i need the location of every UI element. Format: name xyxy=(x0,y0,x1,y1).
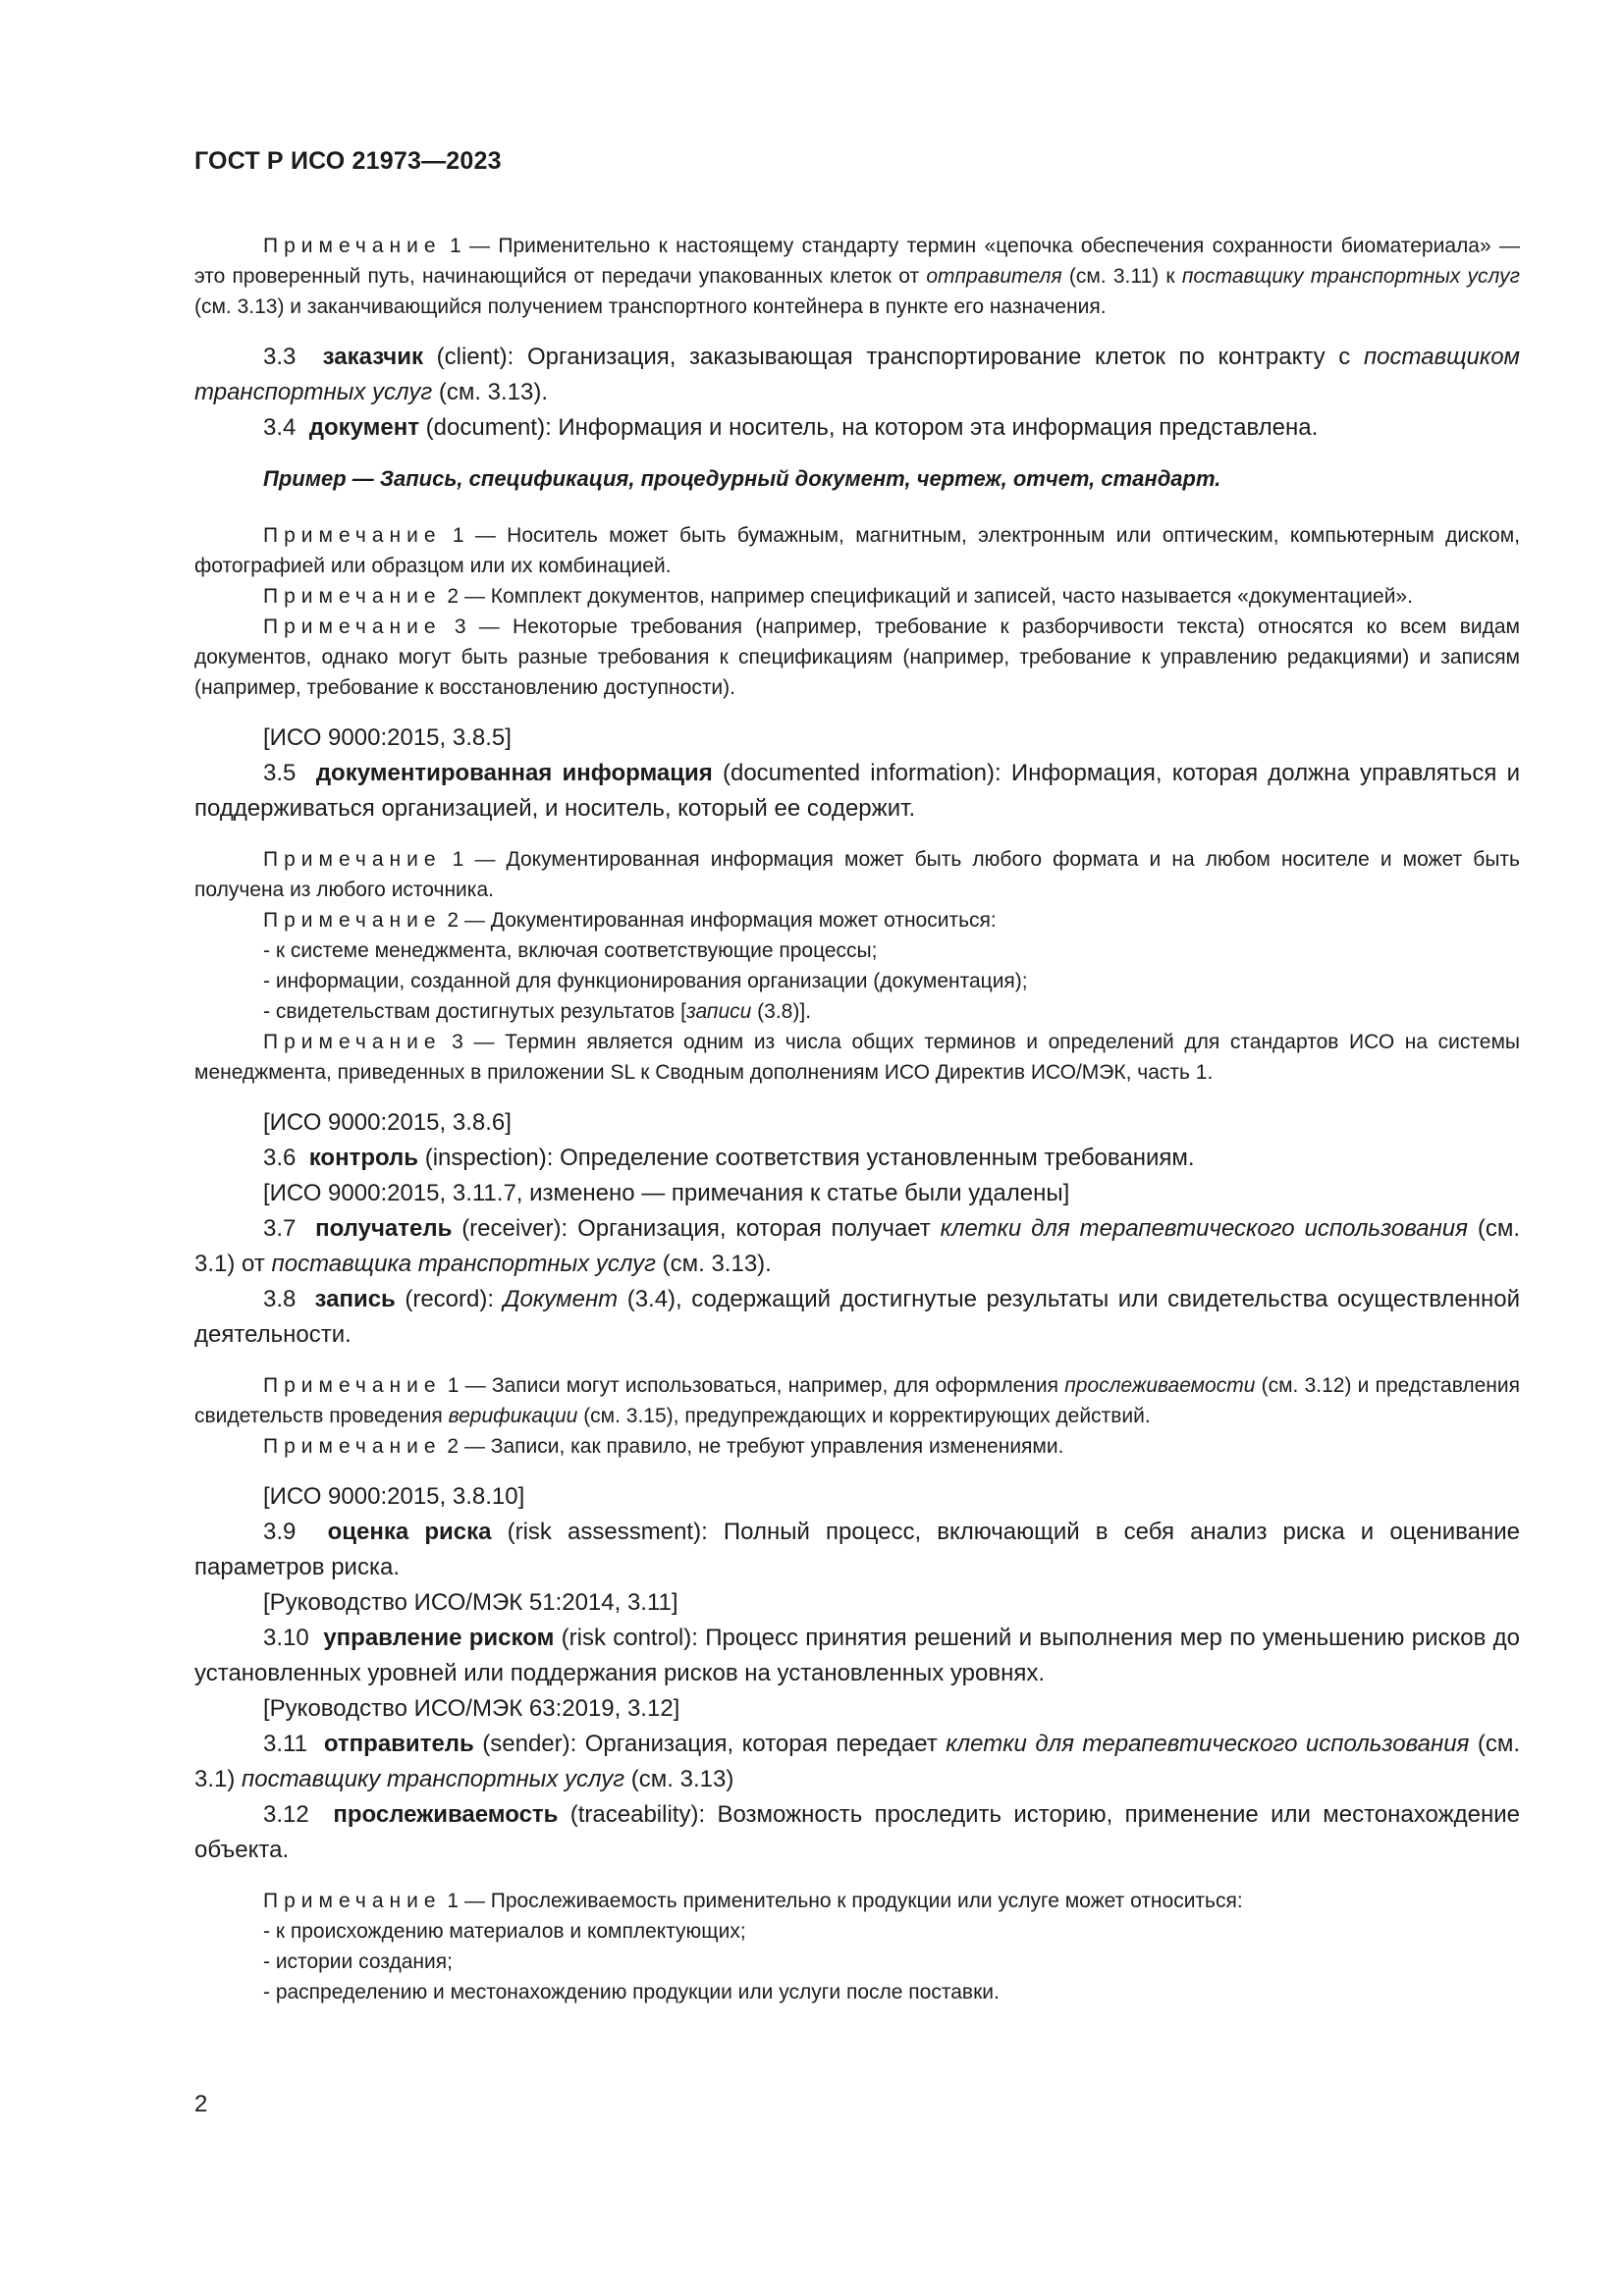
note-3-4-3: Примечание 3 — Некоторые требования (например, требование к разборчивости текста) относятся ко всем видам документов, однако могут быть разные требования к спецификациям (например, требование к управлению редакциями) и записям (например, требование к восстановлению доступности). xyxy=(194,615,1520,699)
term: контроль xyxy=(308,1145,419,1171)
note-3-4-2: Примечание 2 — Комплект документов, например спецификаций и записей, часто называется «документацией». xyxy=(263,585,1413,608)
list-item: - информации, созданной для функционирования организации (документация); xyxy=(263,970,1028,992)
document-header: ГОСТ Р ИСО 21973—2023 xyxy=(194,147,502,175)
page-number: 2 xyxy=(194,2091,208,2117)
term: управление риском xyxy=(323,1625,555,1651)
document-page xyxy=(194,147,1520,2007)
definition-3-11: 3.11 отправитель (sender): Организация, которая передает клетки для терапевтического использования (см. 3.1) поставщику транспортных услуг (см. 3.13) xyxy=(194,1731,1521,1792)
note-3-5-2: Примечание 2 — Документированная информация может относиться: xyxy=(263,909,997,932)
note-label: Примечание xyxy=(263,235,442,257)
list-item: - истории создания; xyxy=(263,1950,453,1973)
definition-3-7: 3.7 получатель (receiver): Организация, которая получает клетки для терапевтического использования (см. 3.1) от поставщика транспортных услуг (см. 3.13). xyxy=(194,1215,1520,1277)
note-3-8-2: Примечание 2 — Записи, как правило, не требуют управления изменениями. xyxy=(263,1435,1064,1458)
source-3-6: [ИСО 9000:2015, 3.11.7, изменено — примечания к статье были удалены] xyxy=(263,1180,1070,1206)
example-3-4: Пример — Запись, спецификация, процедурный документ, чертеж, отчет, стандарт. xyxy=(263,466,1221,491)
note-3-4-1: Примечание 1 — Носитель может быть бумажным, магнитным, электронным или оптическим, компьютерным диском, фотографией или образцом или их комбинацией. xyxy=(194,524,1520,577)
term: заказчик xyxy=(322,344,423,370)
definition-3-3: 3.3 заказчик (client): Организация, заказывающая транспортирование клеток по контракту с поставщиком транспортных услуг (см. 3.13). xyxy=(194,344,1520,405)
term: документ xyxy=(308,414,420,441)
definition-3-12: 3.12 прослеживаемость (traceability): Возможность проследить историю, применение или местонахождение объекта. xyxy=(194,1801,1521,1863)
source-3-10: [Руководство ИСО/МЭК 63:2019, 3.12] xyxy=(263,1695,680,1722)
definition-3-6: 3.6 контроль (inspection): Определение соответствия установленным требованиям. xyxy=(263,1145,1195,1171)
note-3-2: Примечание 1 — Применительно к настоящему стандарту термин «цепочка обеспечения сохранности биоматериала» — это проверенный путь, начинающийся от передачи упакованных клеток от отправителя (см. 3.11) к поставщику транспортных услуг (см. 3.13) и заканчивающийся получением транспортного контейнера в пункте его назначения. xyxy=(194,235,1520,318)
list-item: - свидетельствам достигнутых результатов [записи (3.8)]. xyxy=(263,1000,812,1023)
note-3-5-1: Примечание 1 — Документированная информация может быть любого формата и на любом носителе и может быть получена из любого источника. xyxy=(194,848,1520,901)
note-3-5-3: Примечание 3 — Термин является одним из числа общих терминов и определений для стандартов ИСО на системы менеджмента, приведенных в приложении SL к Сводным дополнениям ИСО Директив ИСО/МЭК, часть 1. xyxy=(194,1031,1520,1084)
source-3-4: [ИСО 9000:2015, 3.8.5] xyxy=(263,724,512,751)
definition-3-9: 3.9 оценка риска (risk assessment): Полный процесс, включающий в себя анализ риска и оценивание параметров риска. xyxy=(194,1519,1521,1580)
definition-3-10: 3.10 управление риском (risk control): Процесс принятия решений и выполнения мер по уменьшению рисков до установленных уровней или поддержания рисков на установленных уровнях. xyxy=(194,1625,1520,1686)
term: получатель xyxy=(315,1215,453,1242)
definition-3-8: 3.8 запись (record): Документ (3.4), содержащий достигнутые результаты или свидетельства осуществленной деятельности. xyxy=(194,1286,1521,1348)
term: запись xyxy=(314,1286,396,1312)
term: прослеживаемость xyxy=(333,1801,559,1828)
definition-3-5: 3.5 документированная информация (documented information): Информация, которая должна управляться и поддерживаться организацией, и носитель, который ее содержит. xyxy=(194,760,1520,822)
note-3-8-1: Примечание 1 — Записи могут использоваться, например, для оформления прослеживаемости (см. 3.12) и представления свидетельств проведения верификации (см. 3.15), предупреждающих и корректирующих действий. xyxy=(194,1374,1520,1427)
definition-3-4: 3.4 документ (document): Информация и носитель, на котором эта информация представлена. xyxy=(263,414,1319,441)
list-item: - к системе менеджмента, включая соответствующие процессы; xyxy=(263,939,878,962)
source-3-8: [ИСО 9000:2015, 3.8.10] xyxy=(263,1483,525,1510)
term: оценка риска xyxy=(327,1519,492,1545)
list-item: - распределению и местонахождению продукции или услуги после поставки. xyxy=(263,1981,1000,2003)
source-3-5: [ИСО 9000:2015, 3.8.6] xyxy=(263,1109,512,1136)
term: документированная информация xyxy=(315,760,713,786)
note-3-12-1: Примечание 1 — Прослеживаемость применительно к продукции или услуге может относиться: xyxy=(263,1890,1243,1912)
term: отправитель xyxy=(323,1731,474,1757)
source-3-9: [Руководство ИСО/МЭК 51:2014, 3.11] xyxy=(263,1589,678,1616)
list-item: - к происхождению материалов и комплектующих; xyxy=(263,1920,746,1943)
